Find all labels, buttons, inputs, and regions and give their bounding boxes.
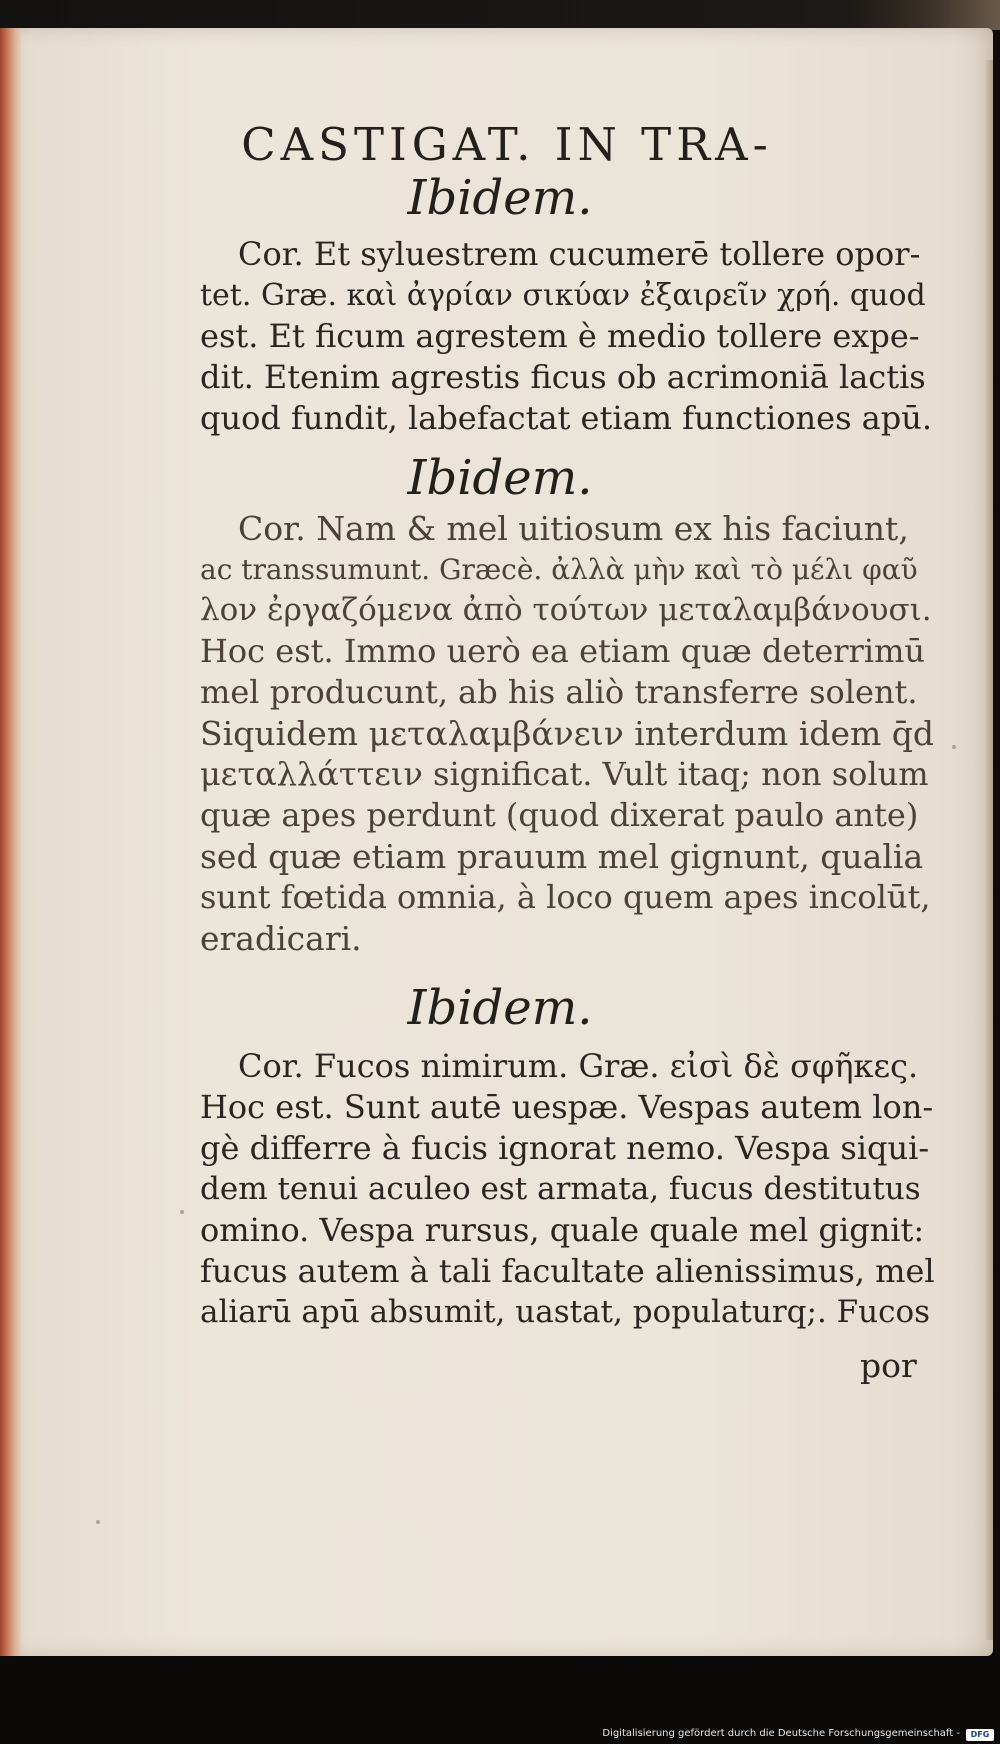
paragraph [200,234,938,439]
text-line: quod fundit, labefactat etiam functiones apū. [200,399,932,437]
text-line: tet. Græ. καὶ ἀγρίαν σικύαν ἐξαιρεῖν χρή. quod [200,278,926,313]
text-line: μεταλλάττειν significat. Vult itaq; non solum [200,755,929,793]
text-line: dit. Etenim agrestis ficus ob acrimoniā lactis [200,358,926,396]
scan-top-border [0,0,1000,30]
section-title: Ibidem. [407,170,593,226]
text-line: Cor. Fucos nimirum. Græ. εἰσὶ δὲ σφῆκες. [238,1047,919,1085]
text-line: quæ apes perdunt (quod dixerat paulo ante) [200,796,919,834]
text-line: sed quæ etiam prauum mel gignunt, qualia [200,837,924,876]
text-line: Hoc est. Sunt autē uespæ. Vespas autem lon- [200,1088,934,1126]
paragraph [200,1046,938,1333]
text-line: Cor. Nam & mel uitiosum ex his faciunt, [238,509,909,548]
text-line: eradicari. [200,919,362,958]
paper-speck [96,1520,100,1524]
text-line: ac transsumunt. Græcè. ἀλλὰ μὴν καὶ τὸ μέλι φαῦ [200,553,918,586]
text-line: Cor. Et syluestrem cucumerē tollere opor- [238,235,921,273]
dfg-logo-icon: DFG [966,1729,994,1741]
section-title: Ibidem. [407,980,593,1036]
paragraph [200,508,938,959]
digitization-credit: Digitalisierung gefördert durch die Deutsche Forschungsgemeinschaft - [602,1728,960,1739]
text-line: fucus autem à tali facultate alienissimus, mel [200,1252,935,1290]
text-line: dem tenui aculeo est armata, fucus destitutus [200,1171,921,1207]
text-line: sunt fœtida omnia, à loco quem apes incolūt, [200,878,931,916]
page-edge-left [0,28,22,1656]
running-header: CASTIGAT. IN TRA- [241,118,773,171]
text-line: mel producunt, ab his aliò transferre solent. [200,673,918,711]
paper-speck [180,1210,184,1214]
text-line: omino. Vespa rursus, quale quale mel gignit: [200,1211,925,1249]
text-line: Siquidem μεταλαμβάνειν interdum idem q̄d [200,714,935,753]
paper-speck [952,745,956,749]
text-line: Hoc est. Immo uerò ea etiam quæ deterrimū [200,632,926,670]
text-line: est. Et ficum agrestem è medio tollere expe- [200,317,920,355]
page-edge-right [984,60,993,1640]
text-line: λον ἐργαζόμενα ἀπὸ τούτων μεταλαμβάνουσι. [200,592,932,628]
section-title: Ibidem. [407,450,593,506]
text-line: aliarū apū absumit, uastat, populaturq;. Fucos [200,1294,931,1330]
text-line: gè differre à fucis ignorat nemo. Vespa siqui- [200,1129,930,1167]
catchword: por [860,1346,917,1385]
